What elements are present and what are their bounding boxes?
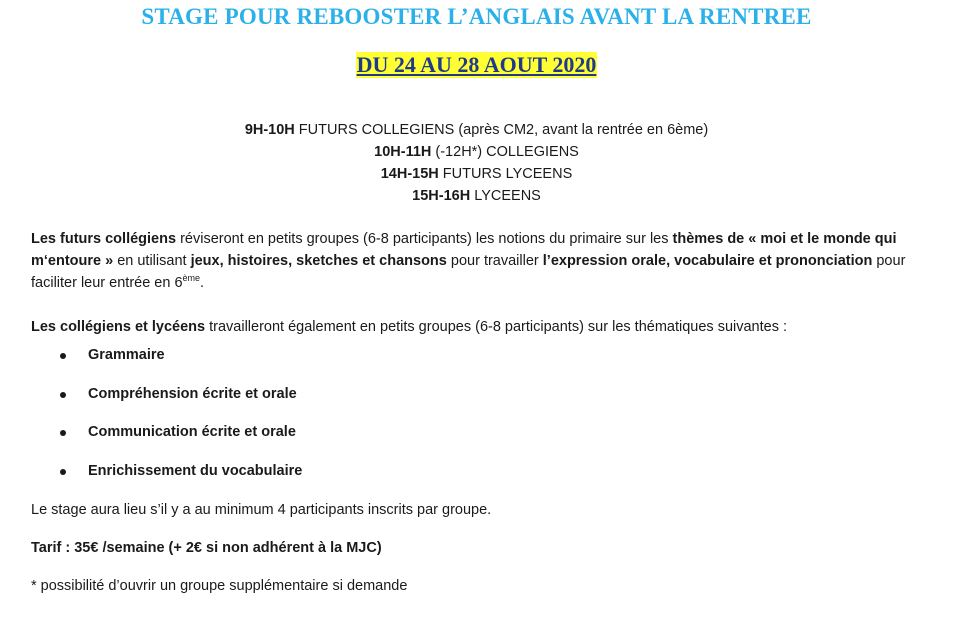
- schedule-group: LYCEENS: [470, 188, 541, 204]
- superscript: ème: [182, 273, 201, 284]
- schedule-group: FUTURS COLLEGIENS (après CM2, avant la rentrée en 6ème): [294, 122, 709, 138]
- text: pour travailler: [446, 253, 543, 269]
- list-item: [31, 383, 911, 422]
- themes-list: [31, 344, 911, 498]
- text: pour faciliter leur entrée en 6: [31, 253, 906, 291]
- text: en utilisant: [113, 253, 191, 269]
- paragraph-collegiens-lyceens: [31, 316, 931, 338]
- text: travailleront également en petits groupes (6-8 participants) sur les thématiques suivantes :: [205, 319, 788, 335]
- schedule-time: 14H-15H: [380, 166, 439, 182]
- bullet-icon: [60, 430, 66, 436]
- text-bold: Les futurs collégiens: [31, 231, 177, 247]
- schedule-block: [0, 119, 953, 207]
- schedule-time: 15H-16H: [412, 188, 471, 204]
- schedule-group: FUTURS LYCEENS: [438, 166, 573, 182]
- text-bold: l’expression orale, vocabulaire et prononciation: [542, 253, 873, 269]
- bullet-icon: [60, 392, 66, 398]
- footnote: * possibilité d’ouvrir un groupe supplémentaire si demande: [31, 578, 408, 594]
- bullet-icon: [60, 469, 66, 475]
- list-item-label: Compréhension écrite et orale: [88, 385, 297, 402]
- schedule-line: [0, 141, 953, 163]
- text-bold: thèmes de « moi et le monde qui m‘entoure »: [31, 231, 897, 269]
- list-item-label: Communication écrite et orale: [88, 424, 296, 440]
- schedule-line: [0, 119, 953, 141]
- schedule-time: 9H-10H: [244, 122, 295, 138]
- list-item: [31, 460, 911, 499]
- dates-container: [0, 52, 953, 78]
- schedule-line: [0, 163, 953, 185]
- stage-condition: Le stage aura lieu s’il y a au minimum 4 participants inscrits par groupe.: [31, 502, 492, 518]
- bullet-icon: [60, 353, 66, 359]
- tarif: Tarif : 35€ /semaine (+ 2€ si non adhérent à la MJC): [31, 540, 382, 556]
- list-item: [31, 344, 911, 383]
- paragraph-futurs-collegiens: [31, 228, 931, 294]
- schedule-time: 10H-11H: [374, 144, 432, 160]
- list-item-label: Enrichissement du vocabulaire: [88, 462, 303, 479]
- list-item: [31, 421, 911, 460]
- document-title: STAGE POUR REBOOSTER L’ANGLAIS AVANT LA RENTREE: [141, 4, 812, 29]
- text: réviseront en petits groupes (6-8 participants) les notions du primaire sur les: [176, 231, 673, 247]
- list-item-label: Grammaire: [88, 347, 165, 363]
- schedule-group: (-12H*) COLLEGIENS: [431, 144, 579, 160]
- text-bold: Les collégiens et lycéens: [31, 319, 206, 335]
- text-bold: jeux, histoires, sketches et chansons: [190, 253, 447, 269]
- schedule-line: [0, 185, 953, 207]
- text: .: [200, 275, 205, 291]
- stage-dates: DU 24 AU 28 AOUT 2020: [356, 52, 597, 77]
